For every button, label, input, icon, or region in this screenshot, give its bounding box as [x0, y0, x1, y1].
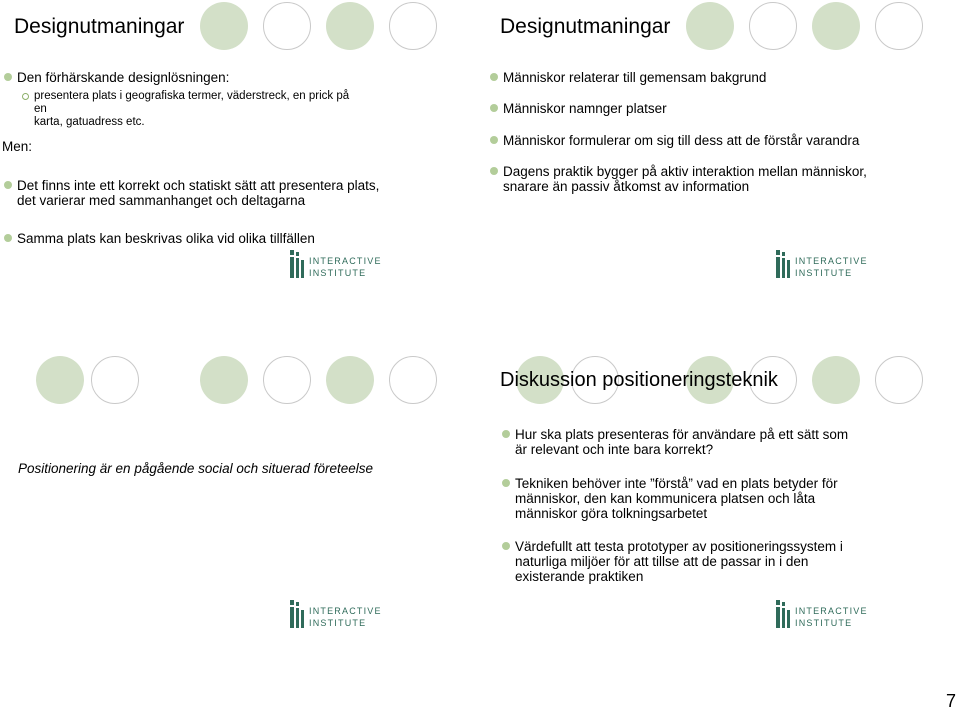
decor-circle [326, 356, 374, 404]
decor-circle [875, 2, 923, 50]
bullet-dot [4, 181, 12, 189]
decor-circle [686, 2, 734, 50]
decor-circle [812, 2, 860, 50]
bullet-dot [4, 234, 12, 242]
bullet: Samma plats kan beskrivas olika vid olika tillfällen [17, 231, 315, 246]
decor-circle [326, 2, 374, 50]
bullet-dot [490, 104, 498, 112]
decor-circle [812, 356, 860, 404]
logo-mark-icon [290, 250, 390, 282]
decor-circle [263, 2, 311, 50]
interactive-institute-logo [776, 250, 876, 282]
slide-4 [480, 356, 960, 712]
bullet: Värdefullt att testa prototyper av positioneringssystem i naturliga miljöer för att tillse att de passar in i den existerande praktiken [515, 539, 843, 584]
statement-text: Positionering är en pågående social och situerad företeelse [18, 461, 373, 476]
svg-text:INSTITUTE: INSTITUTE [309, 268, 367, 278]
decor-circle [91, 356, 139, 404]
decor-circle [200, 356, 248, 404]
bullet: Det finns inte ett korrekt och statiskt sätt att presentera plats, det varierar med sammanhanget och deltagarna [17, 178, 379, 208]
decor-circle [389, 2, 437, 50]
svg-text:INSTITUTE: INSTITUTE [795, 618, 853, 628]
sub-bullet: presentera plats i geografiska termer, väderstreck, en prick på en karta, gatuadress etc. [34, 90, 364, 129]
slide-1 [0, 0, 480, 356]
slide-title: Designutmaningar [500, 15, 671, 38]
bullet: Den förhärskande designlösningen: [17, 70, 229, 85]
svg-text:INTERACTIVE: INTERACTIVE [309, 256, 382, 266]
svg-text:INSTITUTE: INSTITUTE [795, 268, 853, 278]
bullet: Hur ska plats presenteras för användare på ett sätt som är relevant och inte bara korrekt? [515, 427, 848, 457]
logo-mark-icon [776, 250, 876, 282]
bullet-dot [502, 542, 510, 550]
slide-2 [480, 0, 960, 356]
bullet: Människor namnger platser [503, 101, 667, 116]
interactive-institute-logo [776, 600, 876, 632]
page-number: 7 [945, 691, 956, 711]
bullet-ring [22, 93, 29, 100]
decor-circle [389, 356, 437, 404]
bullet-dot [490, 167, 498, 175]
decor-circle [200, 2, 248, 50]
decor-circle [875, 356, 923, 404]
interactive-institute-logo [290, 600, 390, 632]
interactive-institute-logo [290, 250, 390, 282]
decor-circle [36, 356, 84, 404]
svg-text:INTERACTIVE: INTERACTIVE [309, 606, 382, 616]
logo-mark-icon [290, 600, 390, 632]
men-label: Men: [2, 139, 33, 154]
bullet-dot [502, 430, 510, 438]
slide-title: Designutmaningar [14, 15, 185, 38]
slide-3 [0, 356, 480, 712]
bullet-dot [502, 479, 510, 487]
svg-text:INTERACTIVE: INTERACTIVE [795, 256, 868, 266]
svg-text:INSTITUTE: INSTITUTE [309, 618, 367, 628]
bullet-dot [4, 73, 12, 81]
bullet-dot [490, 73, 498, 81]
bullet: Tekniken behöver inte ”förstå” vad en plats betyder för människor, den kan kommunicera platsen och låta människor göra tolkningsarbetet [515, 476, 838, 521]
logo-mark-icon [776, 600, 876, 632]
bullet-dot [490, 136, 498, 144]
decor-circle [263, 356, 311, 404]
bullet: Människor formulerar om sig till dess att de förstår varandra [503, 133, 859, 148]
slide-title: Diskussion positioneringsteknik [500, 369, 778, 391]
decor-circle [749, 2, 797, 50]
bullet: Människor relaterar till gemensam bakgrund [503, 70, 766, 85]
svg-text:INTERACTIVE: INTERACTIVE [795, 606, 868, 616]
bullet: Dagens praktik bygger på aktiv interaktion mellan människor, snarare än passiv åtkomst av information [503, 164, 867, 194]
